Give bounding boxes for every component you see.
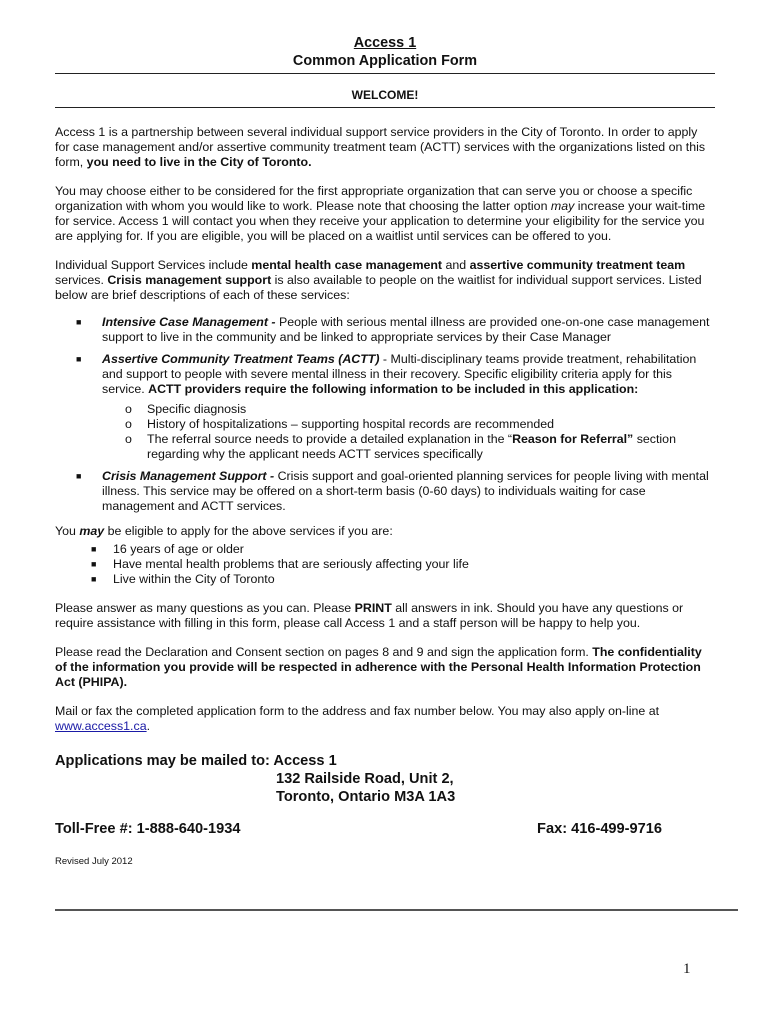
requirement-text: The referral source needs to provide a detailed explanation in the “ <box>147 432 513 446</box>
website-link[interactable]: www.access1.ca <box>55 719 147 733</box>
contact-row <box>55 820 662 838</box>
divider-welcome <box>55 107 715 108</box>
eligibility-intro <box>55 524 715 539</box>
requirement-bold: Reason for Referral” <box>512 432 634 446</box>
eligibility-item-text: 16 years of age or older <box>113 542 244 556</box>
revision-date: Revised July 2012 <box>55 856 133 867</box>
instructions-text: Please answer as many questions as you can. Please <box>55 601 355 615</box>
requirement-text: Specific diagnosis <box>147 402 247 416</box>
service-item-actt <box>55 352 715 462</box>
service-description: Crisis support and goal-oriented planning services for people living with mental illness. This service may be offered on a short-term basis (0-60 days) to individuals waiting for case management and ACTT services. <box>102 469 709 513</box>
instructions-bold: PRINT <box>354 601 392 615</box>
intro-paragraph-2 <box>55 184 715 244</box>
service-description: - Multi-disciplinary teams provide treatment, rehabilitation and support to people with severe mental illness in their recovery. Specific eligibility criteria apply for this service. <box>102 352 697 396</box>
eligibility-emphasis: may <box>79 524 105 538</box>
instructions-text: . <box>146 719 151 733</box>
square-bullet-icon: ■ <box>91 559 97 569</box>
intro-paragraph-3 <box>55 258 715 303</box>
intro-emphasis: may <box>550 199 575 213</box>
square-bullet-icon: ■ <box>76 317 82 327</box>
intro-paragraph-1 <box>55 125 715 170</box>
page-number: 1 <box>683 961 691 977</box>
intro-bold: Crisis management support <box>107 273 272 287</box>
divider-top <box>55 73 715 74</box>
service-description: People with serious mental illness are provided one-on-one case management support to live in the community and be linked to appropriate services by their Case Manager <box>102 315 710 344</box>
eligibility-list <box>55 542 715 587</box>
eligibility-item-text: Live within the City of Toronto <box>113 572 275 586</box>
mailing-address-label: Applications may be mailed to: Access 1 <box>55 753 337 769</box>
service-name: Assertive Community Treatment Teams (ACTT) <box>102 352 380 366</box>
welcome-heading: WELCOME! <box>351 88 419 102</box>
actt-requirements-list <box>102 402 715 462</box>
requirement-item <box>55 432 715 462</box>
document-page <box>55 34 715 869</box>
service-item-icm <box>55 315 715 345</box>
square-bullet-icon: ■ <box>91 544 97 554</box>
instructions-paragraph-1 <box>55 601 715 631</box>
intro-text: services. <box>55 273 108 287</box>
service-requirement: ACTT providers require the following information to be included in this application: <box>148 382 639 396</box>
intro-text: Access 1 is a partnership between several individual support service providers in the City of Toronto. In order to apply for case management and/or assertive community treatment team (ACTT) services with the organizations listed on this form, <box>55 125 706 169</box>
instructions-paragraph-2 <box>55 645 715 690</box>
circle-bullet-icon: o <box>125 402 132 416</box>
intro-bold: mental health case management <box>251 258 443 272</box>
toll-free-number: Toll-Free #: 1-888-640-1934 <box>55 821 241 837</box>
address-line-2: 132 Railside Road, Unit 2, <box>276 771 454 787</box>
eligibility-item <box>55 557 715 572</box>
square-bullet-icon: ■ <box>76 471 82 481</box>
intro-bold: you need to live in the City of Toronto. <box>86 155 312 169</box>
circle-bullet-icon: o <box>125 432 132 446</box>
service-name: Intensive Case Management - <box>102 315 276 329</box>
square-bullet-icon: ■ <box>91 574 97 584</box>
eligibility-item-text: Have mental health problems that are seriously affecting your life <box>113 557 469 571</box>
eligibility-item <box>55 572 715 587</box>
service-item-crisis <box>55 469 715 514</box>
requirement-item <box>55 402 715 417</box>
intro-text: You may choose either to be considered for the first appropriate organization that can serve you or choose a specific organization with whom you would like to work. Please note that choosing the latter option <box>55 184 693 213</box>
square-bullet-icon: ■ <box>76 354 82 364</box>
service-name: Crisis Management Support - <box>102 469 275 483</box>
requirement-item <box>55 417 715 432</box>
document-subtitle: Common Application Form <box>292 53 478 69</box>
intro-text: Individual Support Services include <box>55 258 252 272</box>
eligibility-text: You <box>55 524 80 538</box>
footer-divider <box>55 909 738 911</box>
requirement-text: History of hospitalizations – supporting hospital records are recommended <box>147 417 555 431</box>
circle-bullet-icon: o <box>125 417 132 431</box>
intro-text: increase your wait-time for service. Access 1 will contact you when they receive your application to determine your eligibility for the service you are applying for. If you are eligible, you will be placed on a waitlist until services can be offered to you. <box>55 199 706 243</box>
intro-bold: assertive community treatment team <box>469 258 686 272</box>
address-line-3: Toronto, Ontario M3A 1A3 <box>276 789 456 805</box>
instructions-text: Mail or fax the completed application form to the address and fax number below. You may also apply on-line at <box>55 704 660 718</box>
eligibility-text: be eligible to apply for the above services if you are: <box>104 524 393 538</box>
eligibility-item <box>55 542 715 557</box>
instructions-text: all answers in ink. Should you have any questions or require assistance with filling in this form, please call Access 1 and a staff person will be happy to help you. <box>55 601 684 630</box>
instructions-text: Please read the Declaration and Consent section on pages 8 and 9 and sign the application form. <box>55 645 593 659</box>
services-list <box>55 315 715 514</box>
intro-text: is also available to people on the waitlist for individual support services. Listed below are brief descriptions of each of these services: <box>55 273 702 302</box>
confidentiality-statement: The confidentiality of the information you provide will be respected in adherence with the Personal Health Information Protection Act (PHIPA). <box>55 645 702 689</box>
fax-number: Fax: 416-499-9716 <box>537 821 662 837</box>
instructions-paragraph-3 <box>55 704 715 734</box>
document-title: Access 1 <box>353 35 417 51</box>
requirement-text: section regarding why the applicant needs ACTT services specifically <box>147 432 676 461</box>
intro-text: and <box>442 258 470 272</box>
